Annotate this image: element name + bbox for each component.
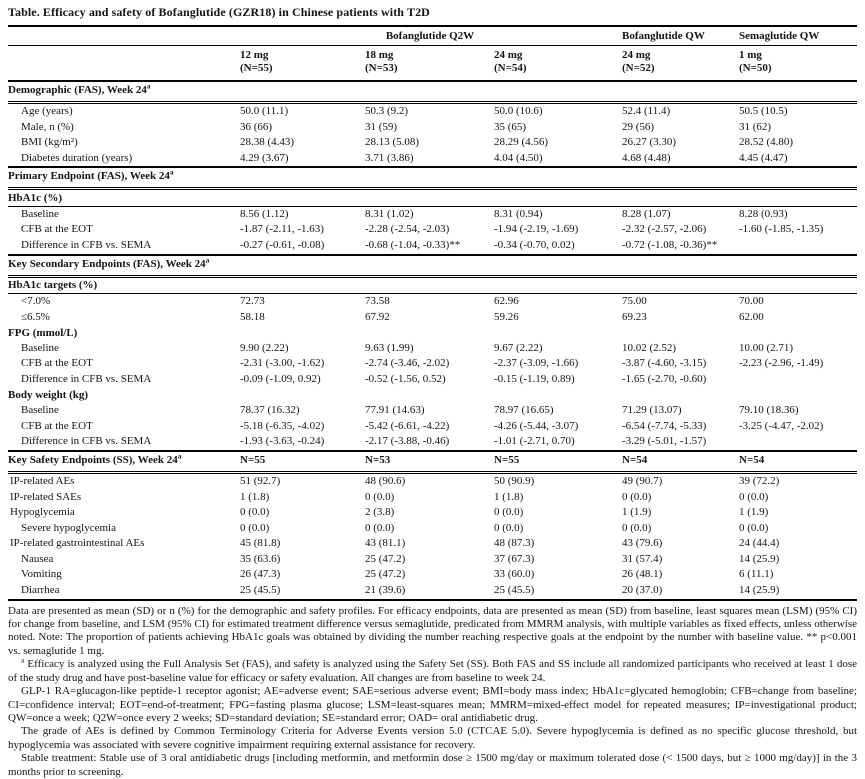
- table-row-subheader: [8, 276, 857, 294]
- cell-value: 26 (47.3): [240, 568, 281, 581]
- cell-value: 50.5 (10.5): [739, 105, 788, 117]
- cell-value: 0 (0.0): [240, 521, 270, 534]
- cell-value: N=55: [494, 451, 622, 473]
- cell-value: 0 (0.0): [240, 506, 270, 519]
- cell-value: -1.01 (-2.71, 0.70): [494, 435, 575, 448]
- cell-value: 26.27 (3.30): [622, 136, 677, 149]
- cell-value: -0.27 (-0.61, -0.08): [240, 239, 325, 252]
- row-label: CFB at the EOT: [21, 357, 93, 370]
- table-row: [8, 490, 857, 506]
- cell-value: -6.54 (-7.74, -5.33): [622, 419, 707, 432]
- footnote: [8, 655, 858, 685]
- cell-value: 78.37 (16.32): [240, 404, 300, 417]
- cell-value: 31 (57.4): [622, 552, 663, 565]
- cell-value: -5.18 (-6.35, -4.02): [240, 419, 325, 432]
- cell-value: -1.65 (-2.70, -0.60): [622, 373, 707, 386]
- column-group-header: [622, 26, 739, 46]
- row-label: Diarrhea: [8, 583, 240, 600]
- n-count: (N=52): [622, 62, 655, 74]
- dose-header: [365, 46, 494, 82]
- n-count: (N=55): [240, 62, 273, 74]
- row-label: ≤6.5%: [21, 310, 50, 323]
- cell-value: 43 (79.6): [622, 537, 663, 550]
- cell-value: 70.00: [739, 295, 764, 308]
- table-row: [8, 238, 857, 255]
- cell-value: 25 (45.5): [240, 583, 365, 600]
- dose-label: 1 mg: [739, 49, 762, 61]
- row-label: IP-related AEs: [10, 474, 75, 487]
- row-label: Male, n (%): [21, 120, 74, 133]
- group-header-row: [8, 26, 857, 46]
- n-count: (N=50): [739, 62, 772, 74]
- footnote: [8, 725, 857, 752]
- footnote-marker: a: [177, 451, 182, 461]
- n-count: (N=54): [494, 62, 527, 74]
- cell-value: 29 (56): [622, 120, 655, 133]
- cell-value: 26 (48.1): [622, 568, 663, 581]
- cell-value: 0 (0.0): [622, 521, 652, 534]
- cell-value: -3.29 (-5.01, -1.57): [622, 435, 707, 448]
- table-row-section: [8, 255, 857, 277]
- column-group-header: [240, 26, 622, 46]
- cell-value: 50.0 (10.6): [494, 105, 543, 117]
- table-row: [8, 567, 857, 583]
- row-label: Baseline: [21, 341, 59, 354]
- cell-value: 0 (0.0): [622, 490, 652, 503]
- cell-value: 59.26: [494, 310, 519, 323]
- table-body: [8, 81, 857, 600]
- cell-value: [739, 434, 857, 451]
- corner-cell: [8, 46, 240, 82]
- row-label: BMI (kg/m²): [21, 136, 78, 149]
- cell-value: 50.3 (9.2): [365, 105, 409, 117]
- table-row: [8, 310, 857, 326]
- cell-value: 10.02 (2.52): [622, 341, 677, 354]
- cell-value: -2.28 (-2.54, -2.03): [365, 223, 450, 236]
- table-row: [8, 403, 857, 419]
- cell-value: 58.18: [240, 310, 265, 323]
- row-label: Difference in CFB vs. SEMA: [21, 239, 152, 252]
- cell-value: 25 (47.2): [365, 552, 406, 565]
- cell-value: 67.92: [365, 310, 390, 323]
- cell-value: 36 (66): [240, 120, 273, 133]
- cell-value: [739, 238, 857, 255]
- table-row: [8, 434, 857, 451]
- section-label-text: Primary Endpoint (FAS), Week 24: [8, 170, 170, 183]
- cell-value: 4.45 (4.47): [739, 151, 788, 164]
- table-row: [8, 505, 857, 521]
- row-label: Severe hypoglycemia: [21, 521, 116, 534]
- column-group-label: Bofanglutide QW: [622, 29, 705, 42]
- cell-value: 28.52 (4.80): [739, 136, 794, 149]
- cell-value: -5.42 (-6.61, -4.22): [365, 419, 450, 432]
- cell-value: 0 (0.0): [494, 521, 524, 534]
- cell-value: 0 (0.0): [494, 506, 524, 519]
- cell-value: -3.87 (-4.60, -3.15): [622, 357, 707, 370]
- cell-value: 1 (1.8): [494, 490, 524, 503]
- cell-value: -0.15 (-1.19, 0.89): [494, 373, 575, 386]
- cell-value: 8.28 (1.07): [622, 207, 671, 220]
- cell-value: -2.23 (-2.96, -1.49): [739, 357, 824, 370]
- section-label-text: Key Safety Endpoints (SS), Week 24: [8, 453, 178, 466]
- cell-value: 28.29 (4.56): [494, 136, 549, 149]
- subheader-label: Body weight (kg): [8, 389, 89, 402]
- table-row: [8, 536, 857, 552]
- table-row: [8, 372, 857, 388]
- cell-value: 8.28 (0.93): [739, 207, 788, 220]
- subheader-label: FPG (mmol/L): [8, 326, 78, 339]
- footnote-text: Efficacy is analyzed using the Full Analysis Set (FAS), and safety is analyzed using the Safety Set (SS). Both FAS and SS include all randomized participants who received at least 1 dose of the study drug and have post-baseline value for efficacy or safety evaluation. All changes are from baseline to week 24.: [8, 658, 858, 684]
- cell-value: -1.60 (-1.85, -1.35): [739, 223, 824, 236]
- row-label: Baseline: [21, 404, 59, 417]
- section-label-text: Demographic (FAS), Week 24: [8, 84, 147, 96]
- row-label: CFB at the EOT: [21, 223, 93, 236]
- cell-value: -1.94 (-2.19, -1.69): [494, 223, 579, 236]
- cell-value: 79.10 (18.36): [739, 404, 799, 417]
- table-row: [8, 151, 857, 168]
- row-label: Diabetes duration (years): [21, 151, 133, 164]
- corner-cell: [8, 26, 240, 46]
- cell-value: 35 (65): [494, 120, 527, 133]
- cell-value: N=53: [365, 451, 494, 473]
- section-label: [8, 255, 857, 277]
- cell-value: 8.56 (1.12): [240, 207, 289, 220]
- cell-value: 21 (39.6): [365, 583, 494, 600]
- row-label: IP-related gastrointestinal AEs: [10, 537, 145, 550]
- table-row-section: [8, 81, 857, 103]
- cell-value: 3.71 (3.86): [365, 151, 414, 164]
- cell-value: 77.91 (14.63): [365, 404, 425, 417]
- column-group-label: Bofanglutide Q2W: [385, 29, 475, 42]
- table-head: [8, 26, 857, 81]
- dose-header-row: [8, 46, 857, 82]
- cell-value: 69.23: [622, 310, 647, 323]
- cell-value: -3.25 (-4.47, -2.02): [739, 419, 824, 432]
- cell-value: -0.34 (-0.70, 0.02): [494, 239, 575, 252]
- cell-value: 2 (3.8): [365, 506, 395, 519]
- table-row-subheader: [8, 189, 857, 207]
- table-row: [8, 206, 857, 222]
- cell-value: 71.29 (13.07): [622, 404, 682, 417]
- cell-value: 52.4 (11.4): [622, 105, 671, 117]
- cell-value: [739, 372, 857, 388]
- dose-label: 24 mg: [494, 49, 523, 61]
- footnote-text: Data are presented as mean (SD) or n (%) for the demographic and safety profiles. For efficacy endpoints, data are presented as mean (SD) from baseline, least squares mean (LSM) (95% CI) for change from baseline, and LSM (95% CI) for estimated treatment difference versus semaglutide, predicated from MMRM analysis, with multiple variables as fixed effects, unless otherwise noted. Note: The proportion of patients achieving HbA1c goals was obtained by dividing the number reaching respective goals at the endpoint by the number with baseline value. ** p<0.001 vs. semaglutide 1 mg.: [8, 604, 857, 657]
- cell-value: -0.68 (-1.04, -0.33)**: [365, 239, 461, 252]
- footnote: [8, 752, 857, 779]
- cell-value: 9.90 (2.22): [240, 341, 289, 354]
- cell-value: 43 (81.1): [365, 537, 406, 550]
- dose-header: [739, 46, 857, 82]
- cell-value: -2.37 (-3.09, -1.66): [494, 357, 579, 370]
- dose-header: [494, 46, 622, 82]
- footnotes: [8, 605, 857, 779]
- cell-value: -0.09 (-1.09, 0.92): [240, 373, 321, 386]
- dose-label: 18 mg: [365, 49, 394, 61]
- dose-label: 12 mg: [240, 49, 269, 61]
- cell-value: -0.52 (-1.56, 0.52): [365, 373, 446, 386]
- cell-value: 0 (0.0): [739, 490, 769, 503]
- row-label: CFB at the EOT: [21, 419, 93, 432]
- cell-value: 4.68 (4.48): [622, 151, 671, 164]
- footnote-marker: a: [146, 81, 151, 91]
- row-label: Vomiting: [21, 568, 62, 581]
- n-count: (N=53): [365, 62, 398, 74]
- row-label: <7.0%: [21, 295, 51, 308]
- table-row: [8, 583, 857, 600]
- cell-value: 20 (37.0): [622, 583, 739, 600]
- section-label: [8, 81, 857, 103]
- cell-value: 28.13 (5.08): [365, 136, 420, 149]
- cell-value: 1 (1.8): [240, 490, 270, 503]
- footnote-marker: a: [169, 167, 174, 177]
- table-row-subheader: [8, 388, 857, 404]
- cell-value: -2.17 (-3.88, -0.46): [365, 435, 450, 448]
- row-label: Age (years): [21, 105, 73, 117]
- cell-value: 1 (1.9): [739, 506, 769, 519]
- cell-value: 0 (0.0): [739, 521, 769, 534]
- table-row: [8, 222, 857, 238]
- footnote-text: GLP-1 RA=glucagon-like peptide-1 receptor agonist; AE=adverse event; SAE=serious adverse event; BMI=body mass index; HbA1c=glycated hemoglobin; CFB=change from baseline; CI=confidence interval; EOT=end-of-treatment; FPG=fasting plasma glucose; LSM=least-squares mean; MMRM=mixed-effect model for repeated measures; IP=investigational product; QW=once a week; Q2W=once every 2 weeks; SD=standard deviation; SE=standard error; OAD= oral antidiabetic drug.: [8, 685, 857, 724]
- cell-value: 50 (90.9): [494, 474, 535, 487]
- cell-value: 51 (92.7): [240, 474, 281, 487]
- cell-value: 14 (25.9): [739, 552, 780, 565]
- cell-value: 72.73: [240, 295, 265, 308]
- cell-value: N=55: [240, 451, 365, 473]
- row-label: Baseline: [21, 207, 59, 220]
- row-label: Nausea: [21, 552, 54, 565]
- row-label: Difference in CFB vs. SEMA: [21, 435, 152, 448]
- cell-value: 39 (72.2): [739, 474, 780, 487]
- cell-value: 14 (25.9): [739, 583, 857, 600]
- table-title: Table. Efficacy and safety of Bofanglutide (GZR18) in Chinese patients with T2D: [8, 5, 430, 19]
- table-row: [8, 552, 857, 568]
- cell-value: 6 (11.1): [739, 568, 774, 581]
- cell-value: 62.96: [494, 295, 519, 308]
- cell-value: -1.87 (-2.11, -1.63): [240, 223, 324, 236]
- table-row-section: [8, 167, 857, 189]
- column-group-header: [739, 26, 857, 46]
- footnote-marker: a: [21, 655, 25, 665]
- cell-value: 75.00: [622, 295, 647, 308]
- cell-value: 45 (81.8): [240, 537, 281, 550]
- cell-value: 35 (63.6): [240, 552, 281, 565]
- footnote-text: The grade of AEs is defined by Common Terminology Criteria for Adverse Events version 5.0 (CTCAE 5.0). Severe hypoglycemia is defined as no specific glucose threshold, but hypoglycemia was associated with severe cognitive impairment requiring external assistance for recovery.: [8, 725, 857, 751]
- cell-value: 10.00 (2.71): [739, 341, 794, 354]
- cell-value: 37 (67.3): [494, 552, 535, 565]
- subheader-label: HbA1c targets (%): [8, 276, 857, 294]
- subheader-label: HbA1c (%): [8, 189, 857, 207]
- cell-value: 8.31 (0.94): [494, 207, 543, 220]
- cell-value: 25 (47.2): [365, 568, 406, 581]
- dose-header: [622, 46, 739, 82]
- cell-value: 8.31 (1.02): [365, 207, 414, 220]
- cell-value: 48 (90.6): [365, 474, 406, 487]
- table-row: [8, 103, 857, 120]
- table-row-section: [8, 451, 857, 473]
- row-label: Difference in CFB vs. SEMA: [21, 373, 152, 386]
- cell-value: 31 (59): [365, 120, 398, 133]
- column-group-label: Semaglutide QW: [739, 29, 820, 42]
- cell-value: -2.32 (-2.57, -2.06): [622, 223, 707, 236]
- cell-value: 9.67 (2.22): [494, 341, 543, 354]
- table-row: [8, 341, 857, 357]
- table-row: [8, 135, 857, 151]
- cell-value: 78.97 (16.65): [494, 404, 554, 417]
- cell-value: 73.58: [365, 295, 390, 308]
- section-label: [8, 451, 240, 473]
- cell-value: 0 (0.0): [365, 521, 395, 534]
- cell-value: 31 (62): [739, 120, 772, 133]
- cell-value: 4.04 (4.50): [494, 151, 543, 164]
- footnote-text: Stable treatment: Stable use of 3 oral antidiabetic drugs [including metformin, and metformin dose ≥ 1500 mg/day or maximum tolerated dose (< 1500 days, but ≥ 1000 mg/day)] in the 3 months prior to screening.: [8, 752, 857, 778]
- cell-value: -2.74 (-3.46, -2.02): [365, 357, 450, 370]
- cell-value: -4.26 (-5.44, -3.07): [494, 419, 579, 432]
- cell-value: 4.29 (3.67): [240, 151, 289, 164]
- efficacy-safety-table: [8, 25, 857, 601]
- cell-value: 49 (90.7): [622, 474, 663, 487]
- table-row: [8, 294, 857, 310]
- row-label: Hypoglycemia: [10, 506, 75, 519]
- table-row: [8, 356, 857, 372]
- cell-value: -0.72 (-1.08, -0.36)**: [622, 239, 718, 252]
- footnote-marker: a: [205, 255, 210, 264]
- cell-value: 50.0 (11.1): [240, 105, 289, 117]
- dose-header: [240, 46, 365, 82]
- cell-value: 28.38 (4.43): [240, 136, 295, 149]
- cell-value: 24 (44.4): [739, 537, 780, 550]
- section-label: [8, 167, 857, 189]
- table-row-subheader: [8, 325, 857, 341]
- cell-value: 25 (45.5): [494, 583, 622, 600]
- cell-value: 9.63 (1.99): [365, 341, 414, 354]
- cell-value: 0 (0.0): [365, 490, 395, 503]
- dose-label: 24 mg: [622, 49, 651, 61]
- row-label: IP-related SAEs: [10, 490, 82, 503]
- cell-value: N=54: [739, 451, 857, 473]
- cell-value: 33 (60.0): [494, 568, 535, 581]
- footnote: [8, 605, 857, 659]
- cell-value: 1 (1.9): [622, 506, 652, 519]
- table-row: [8, 120, 857, 136]
- cell-value: -1.93 (-3.63, -0.24): [240, 435, 325, 448]
- cell-value: -2.31 (-3.00, -1.62): [240, 357, 325, 370]
- cell-value: 62.00: [739, 310, 764, 323]
- section-label-text: Key Secondary Endpoints (FAS), Week 24: [8, 257, 206, 270]
- table-row: [8, 419, 857, 435]
- table-row: [8, 472, 857, 489]
- cell-value: N=54: [622, 451, 739, 473]
- table-row: [8, 521, 857, 537]
- cell-value: 48 (87.3): [494, 537, 535, 550]
- footnote: [8, 685, 857, 725]
